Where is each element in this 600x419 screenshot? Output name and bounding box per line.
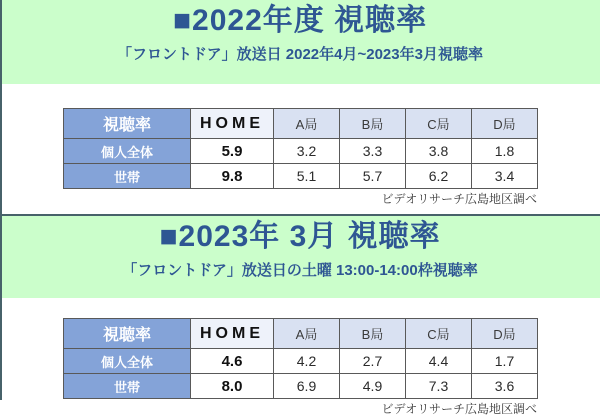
table-header-row: [64, 319, 538, 349]
value-station-d: 1.8: [472, 139, 538, 164]
header-cell-rating: 視聴率: [64, 109, 191, 139]
header-cell-station-b: B局: [340, 319, 406, 349]
ratings-table-2023: [63, 318, 538, 399]
value-home: 8.0: [191, 374, 274, 399]
section-band-2022: [0, 0, 600, 84]
row-label: 世帯: [64, 374, 191, 399]
table-row-individual: [64, 349, 538, 374]
header-cell-station-b: B局: [340, 109, 406, 139]
header-cell-station-c: C局: [406, 109, 472, 139]
header-cell-station-a: A局: [274, 319, 340, 349]
source-note-2023: ビデオリサーチ広島地区調べ: [381, 402, 537, 416]
value-home: 9.8: [191, 164, 274, 189]
value-station-b: 3.3: [340, 139, 406, 164]
section-subtitle-2022: 「フロントドア」放送日 2022年4月~2023年3月視聴率: [117, 46, 483, 63]
value-station-c: 3.8: [406, 139, 472, 164]
row-label: 個人全体: [64, 349, 191, 374]
section-band-2023: [0, 214, 600, 298]
value-station-c: 7.3: [406, 374, 472, 399]
value-station-d: 3.6: [472, 374, 538, 399]
value-station-b: 4.9: [340, 374, 406, 399]
value-station-b: 2.7: [340, 349, 406, 374]
header-cell-rating: 視聴率: [64, 319, 191, 349]
value-station-a: 6.9: [274, 374, 340, 399]
left-edge-line: [0, 0, 2, 400]
header-cell-home: HOME: [191, 319, 274, 349]
table-row-household: [64, 374, 538, 399]
table-row-household: [64, 164, 538, 189]
header-cell-station-d: D局: [472, 319, 538, 349]
value-station-a: 4.2: [274, 349, 340, 374]
value-station-c: 4.4: [406, 349, 472, 374]
section-subtitle-2023: 「フロントドア」放送日の土曜 13:00-14:00枠視聴率: [122, 262, 478, 279]
ratings-table-2022: [63, 108, 538, 189]
table-header-row: [64, 109, 538, 139]
section-title-2022: ■2022年度 視聴率: [172, 4, 428, 37]
value-home: 5.9: [191, 139, 274, 164]
header-cell-station-a: A局: [274, 109, 340, 139]
header-cell-home: HOME: [191, 109, 274, 139]
header-cell-station-c: C局: [406, 319, 472, 349]
value-station-d: 1.7: [472, 349, 538, 374]
value-station-a: 5.1: [274, 164, 340, 189]
value-station-b: 5.7: [340, 164, 406, 189]
row-label: 世帯: [64, 164, 191, 189]
header-cell-station-d: D局: [472, 109, 538, 139]
section-title-2023: ■2023年 3月 視聴率: [159, 220, 441, 253]
source-note-2022: ビデオリサーチ広島地区調べ: [381, 192, 537, 206]
value-station-d: 3.4: [472, 164, 538, 189]
row-label: 個人全体: [64, 139, 191, 164]
value-station-c: 6.2: [406, 164, 472, 189]
value-home: 4.6: [191, 349, 274, 374]
table-row-individual: [64, 139, 538, 164]
value-station-a: 3.2: [274, 139, 340, 164]
